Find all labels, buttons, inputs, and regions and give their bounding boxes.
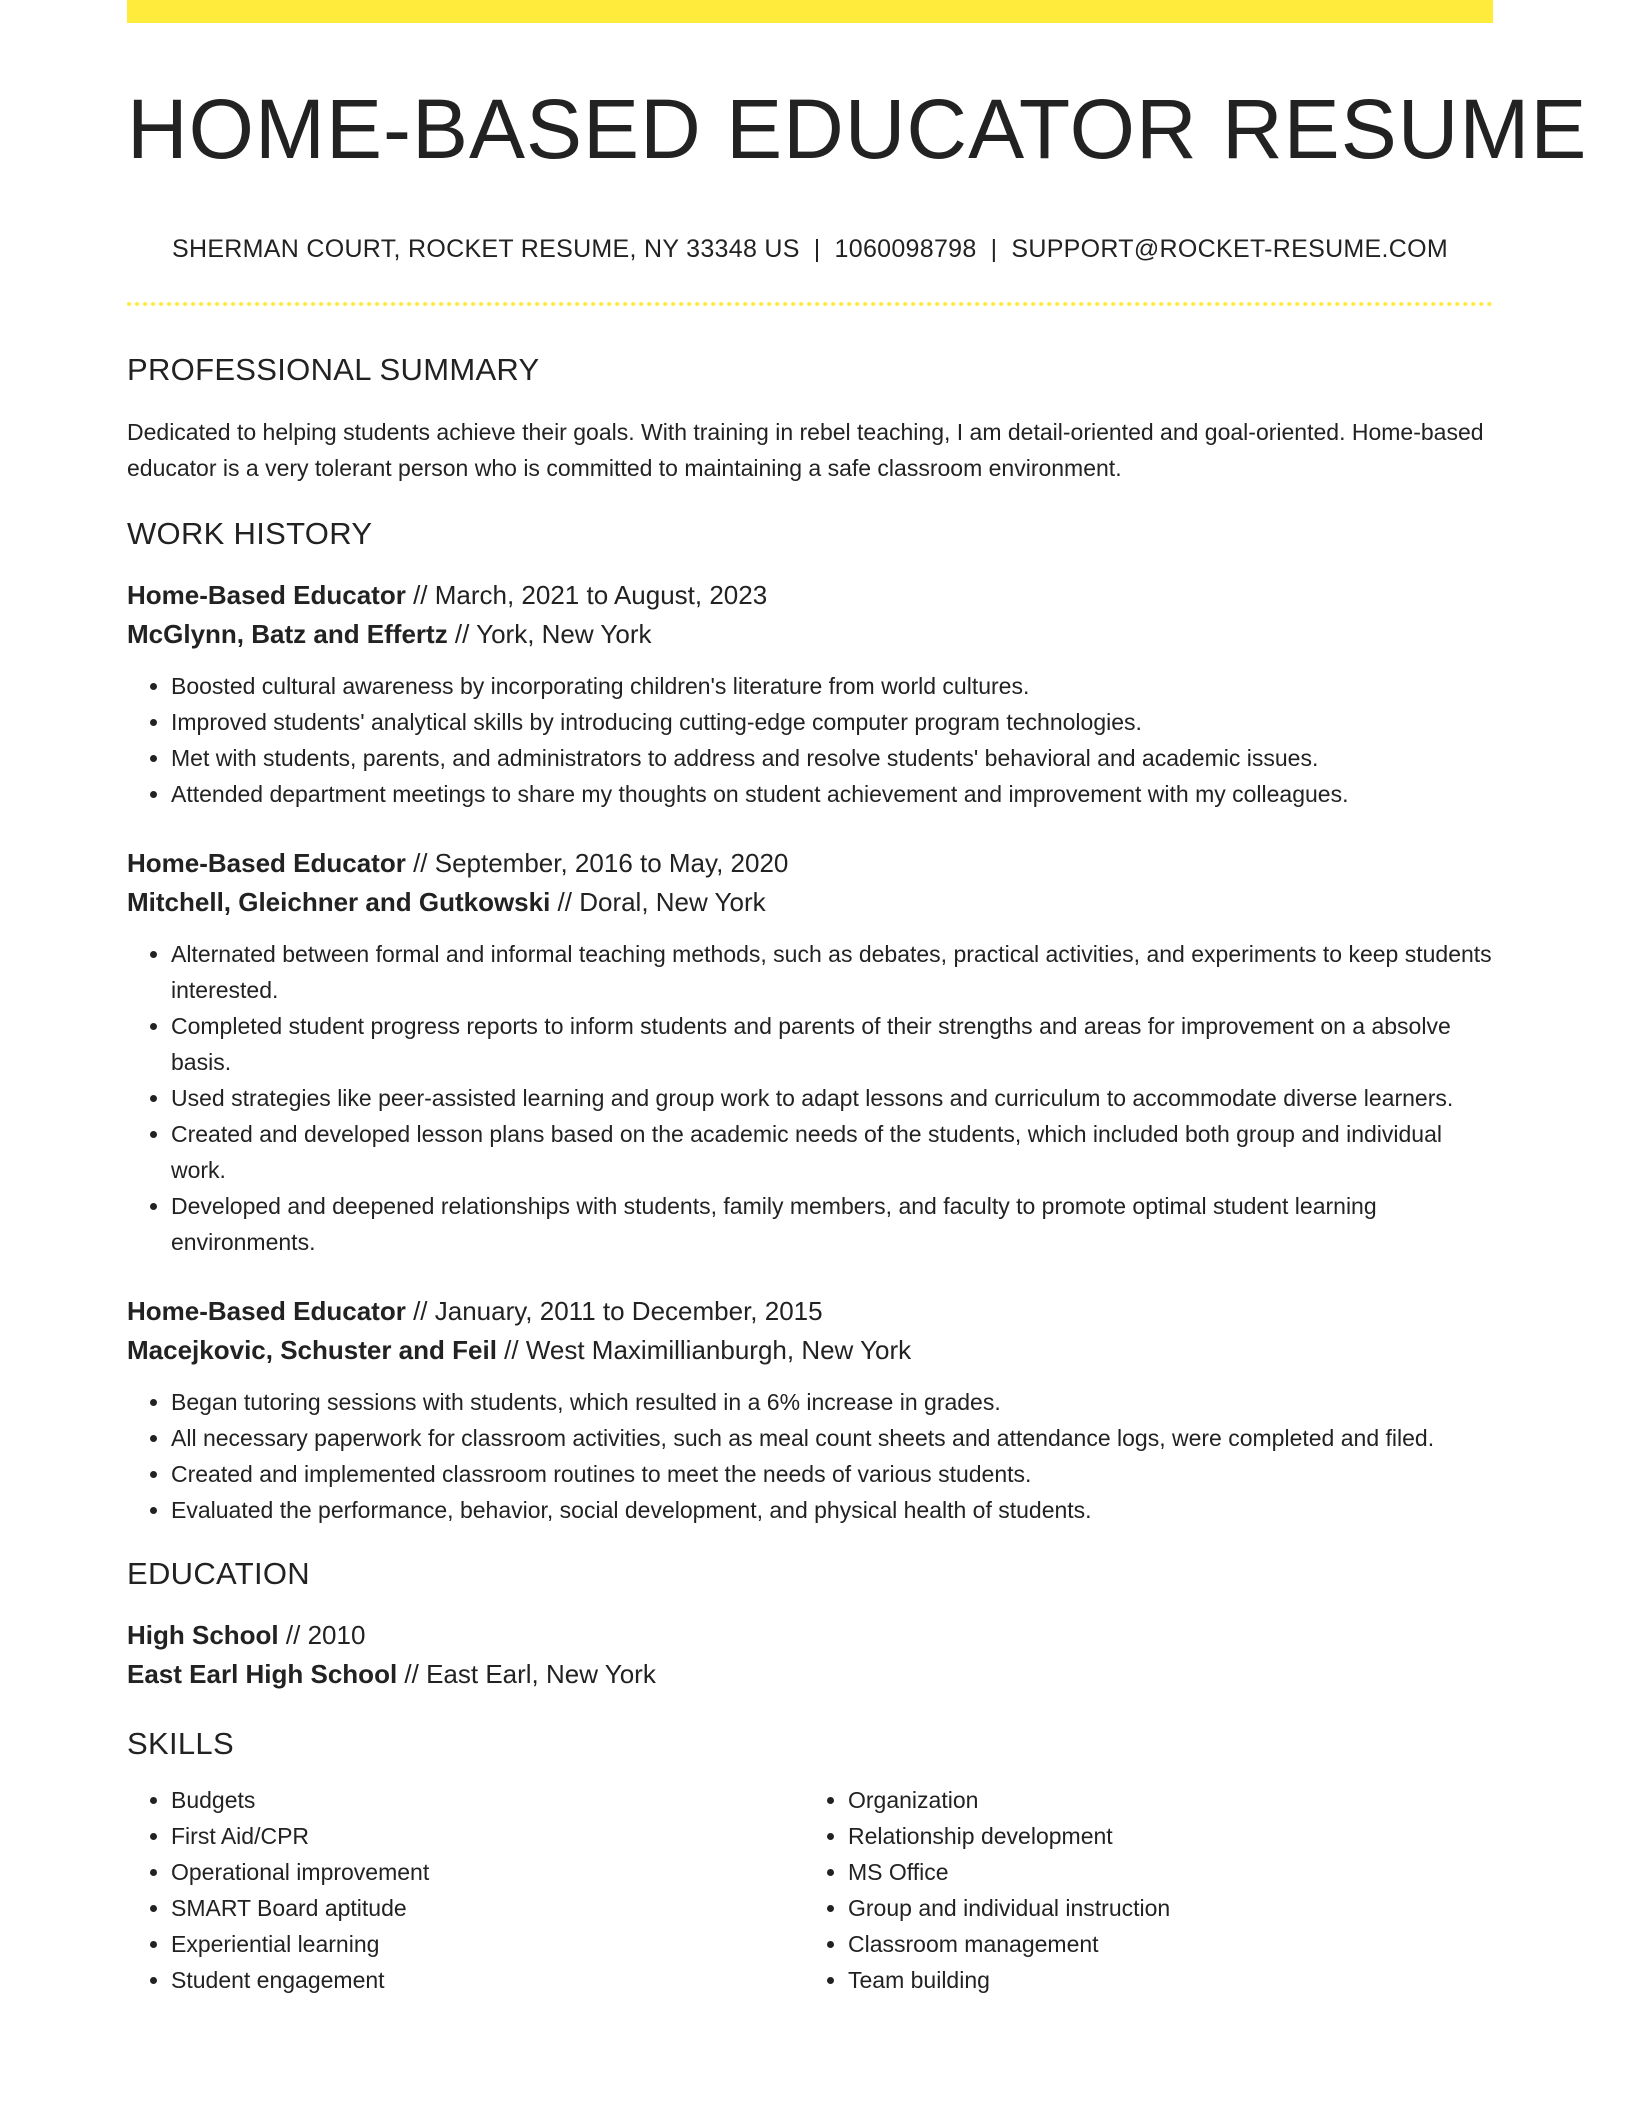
skill-item: • Budgets	[171, 1782, 801, 1818]
job-bullet: • Developed and deepened relationships with students, family members, and faculty to promote optimal student learning environments.	[171, 1188, 1493, 1260]
header-divider	[127, 302, 1493, 306]
job-bullet: • Created and implemented classroom routines to meet the needs of various students.	[171, 1456, 1493, 1492]
job-bullet: • Met with students, parents, and administrators to address and resolve students' behavioral and academic issues.	[171, 740, 1493, 776]
education-entry	[127, 1616, 1493, 1694]
job-bullet: • Completed student progress reports to inform students and parents of their strengths and areas for improvement on a absolve basis.	[171, 1008, 1493, 1080]
contact-email: SUPPORT@ROCKET-RESUME.COM	[1011, 235, 1449, 264]
job-bullet: • Boosted cultural awareness by incorporating children's literature from world cultures.	[171, 668, 1493, 704]
page-title: HOME-BASED EDUCATOR RESUME	[127, 82, 1588, 176]
job-dates: // March, 2021 to August, 2023	[405, 580, 768, 611]
job-entry	[127, 576, 1493, 812]
contact-phone: 1060098798	[834, 235, 977, 264]
job-bullets	[127, 936, 1493, 1260]
job-title: Home-Based Educator	[127, 1296, 406, 1327]
top-accent-bar	[127, 0, 1493, 23]
job-dates: // January, 2011 to December, 2015	[405, 1296, 823, 1327]
job-company-line	[127, 1331, 1493, 1370]
skills-heading: SKILLS	[127, 1726, 234, 1762]
skill-item: • Operational improvement	[171, 1854, 801, 1890]
skill-item: • Classroom management	[848, 1926, 1478, 1962]
job-bullet: • Attended department meetings to share my thoughts on student achievement and improvement with my colleagues.	[171, 776, 1493, 812]
education-school: East Earl High School	[127, 1659, 398, 1690]
job-title: Home-Based Educator	[127, 580, 406, 611]
job-location: // York, New York	[447, 619, 652, 650]
skills-column-left	[127, 1782, 801, 1998]
job-company-line	[127, 883, 1493, 922]
job-bullets	[127, 1384, 1493, 1528]
skill-item: • Group and individual instruction	[848, 1890, 1478, 1926]
job-company: Mitchell, Gleichner and Gutkowski	[127, 887, 551, 918]
job-entry	[127, 844, 1493, 1260]
job-company-line	[127, 615, 1493, 654]
job-location: // Doral, New York	[550, 887, 766, 918]
contact-separator: |	[813, 235, 821, 264]
job-bullet: • Alternated between formal and informal teaching methods, such as debates, practical activities, and experiments to keep students interested.	[171, 936, 1493, 1008]
education-location: // East Earl, New York	[397, 1659, 656, 1690]
job-bullet: • All necessary paperwork for classroom activities, such as meal count sheets and attendance logs, were completed and filed.	[171, 1420, 1493, 1456]
summary-heading: PROFESSIONAL SUMMARY	[127, 352, 540, 388]
job-bullet: • Created and developed lesson plans based on the academic needs of the students, which included both group and individual work.	[171, 1116, 1493, 1188]
skills-column-right	[801, 1782, 1478, 1998]
skill-item: • Relationship development	[848, 1818, 1478, 1854]
skill-item: • Experiential learning	[171, 1926, 801, 1962]
contact-line	[127, 235, 1493, 264]
job-bullet: • Improved students' analytical skills by introducing cutting-edge computer program technologies.	[171, 704, 1493, 740]
skill-item: • MS Office	[848, 1854, 1478, 1890]
job-title-line	[127, 1292, 1493, 1331]
skill-item: • SMART Board aptitude	[171, 1890, 801, 1926]
job-bullet: • Began tutoring sessions with students, which resulted in a 6% increase in grades.	[171, 1384, 1493, 1420]
job-company: McGlynn, Batz and Effertz	[127, 619, 448, 650]
skill-item: • Team building	[848, 1962, 1478, 1998]
work-history-heading: WORK HISTORY	[127, 516, 373, 552]
skill-item: • Organization	[848, 1782, 1478, 1818]
job-title: Home-Based Educator	[127, 848, 406, 879]
job-title-line	[127, 844, 1493, 883]
skill-item: • Student engagement	[171, 1962, 801, 1998]
job-entry	[127, 1292, 1493, 1528]
education-year: // 2010	[278, 1620, 366, 1651]
resume-content	[127, 0, 1588, 1998]
education-school-line	[127, 1655, 1493, 1694]
education-degree-line	[127, 1616, 1493, 1655]
education-degree: High School	[127, 1620, 279, 1651]
job-bullet: • Used strategies like peer-assisted learning and group work to adapt lessons and curriculum to accommodate diverse learners.	[171, 1080, 1493, 1116]
contact-separator: |	[990, 235, 998, 264]
summary-text: Dedicated to helping students achieve their goals. With training in rebel teaching, I am detail-oriented and goal-oriented. Home-based educator is a very tolerant person who is committed to maintaining a safe classroom environment.	[127, 419, 1484, 482]
job-bullet: • Evaluated the performance, behavior, social development, and physical health of students.	[171, 1492, 1493, 1528]
job-company: Macejkovic, Schuster and Feil	[127, 1335, 497, 1366]
job-dates: // September, 2016 to May, 2020	[405, 848, 789, 879]
skill-item: • First Aid/CPR	[171, 1818, 801, 1854]
skills-list	[127, 1782, 1493, 1998]
job-title-line	[127, 576, 1493, 615]
job-bullets	[127, 668, 1493, 812]
job-location: // West Maximillianburgh, New York	[496, 1335, 912, 1366]
contact-address: SHERMAN COURT, ROCKET RESUME, NY 33348 US	[171, 235, 800, 264]
education-heading: EDUCATION	[127, 1556, 310, 1592]
